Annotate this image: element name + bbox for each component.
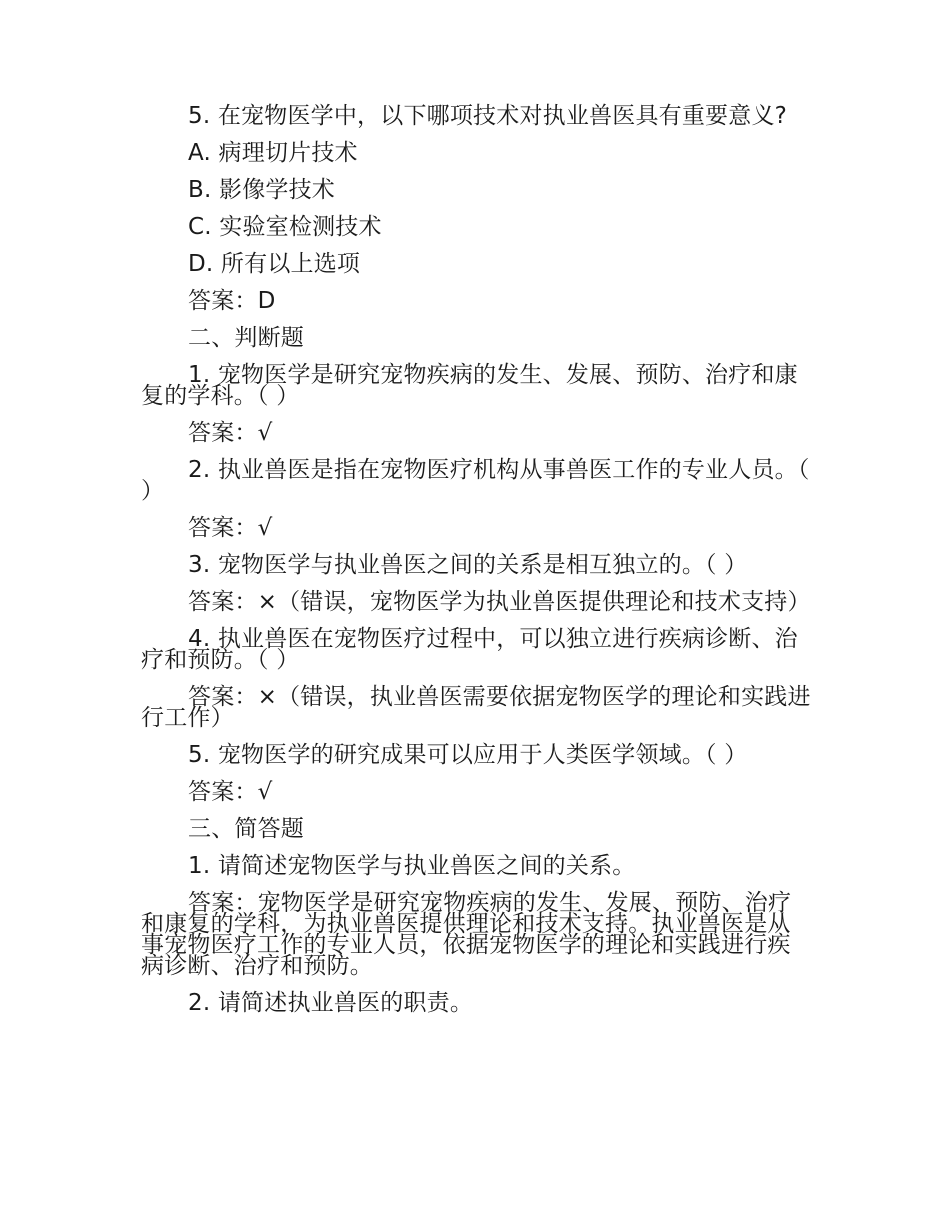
tf-question-1: 1. 宠物医学是研究宠物疾病的发生、发展、预防、治疗和康复的学科。（ ） [141,362,798,409]
option-b: B. 影像学技术 [188,177,336,203]
tf-answer-3: 答案：×（错误，宠物医学为执业兽医提供理论和技术支持） [188,589,811,615]
document-body [141,103,811,1030]
option-d: D. 所有以上选项 [188,251,361,277]
tf-question-3: 3. 宠物医学与执业兽医之间的关系是相互独立的。（ ） [188,552,748,578]
tf-question-4: 4. 执业兽医在宠物医疗过程中，可以独立进行疾病诊断、治疗和预防。（ ） [141,626,798,673]
sa-question-1: 1. 请简述宠物医学与执业兽医之间的关系。 [188,853,636,879]
section-heading-true-false: 二、判断题 [188,325,304,351]
tf-answer-2: 答案：√ [188,515,273,541]
tf-question-5: 5. 宠物医学的研究成果可以应用于人类医学领域。（ ） [188,742,748,768]
tf-answer-4: 答案：×（错误，执业兽医需要依据宠物医学的理论和实践进行工作） [141,684,811,731]
tf-answer-5: 答案：√ [188,779,273,805]
tf-question-2: 2. 执业兽医是指在宠物医疗机构从事兽医工作的专业人员。（ ） [141,457,810,504]
question-5-text: 5. 在宠物医学中，以下哪项技术对执业兽医具有重要意义? [188,103,788,129]
section-heading-short-answer: 三、简答题 [188,816,304,842]
answer-q5: 答案：D [188,288,276,314]
option-c: C. 实验室检测技术 [188,214,382,240]
sa-question-2: 2. 请简述执业兽医的职责。 [188,990,474,1016]
option-a: A. 病理切片技术 [188,140,358,166]
sa-answer-1: 答案：宠物医学是研究宠物疾病的发生、发展、预防、治疗和康复的学科，为执业兽医提供理论和技术支持。执业兽医是从事宠物医疗工作的专业人员，依据宠物医学的理论和实践进行疾病诊断、治疗和预防。 [141,890,792,979]
tf-answer-1: 答案：√ [188,420,273,446]
